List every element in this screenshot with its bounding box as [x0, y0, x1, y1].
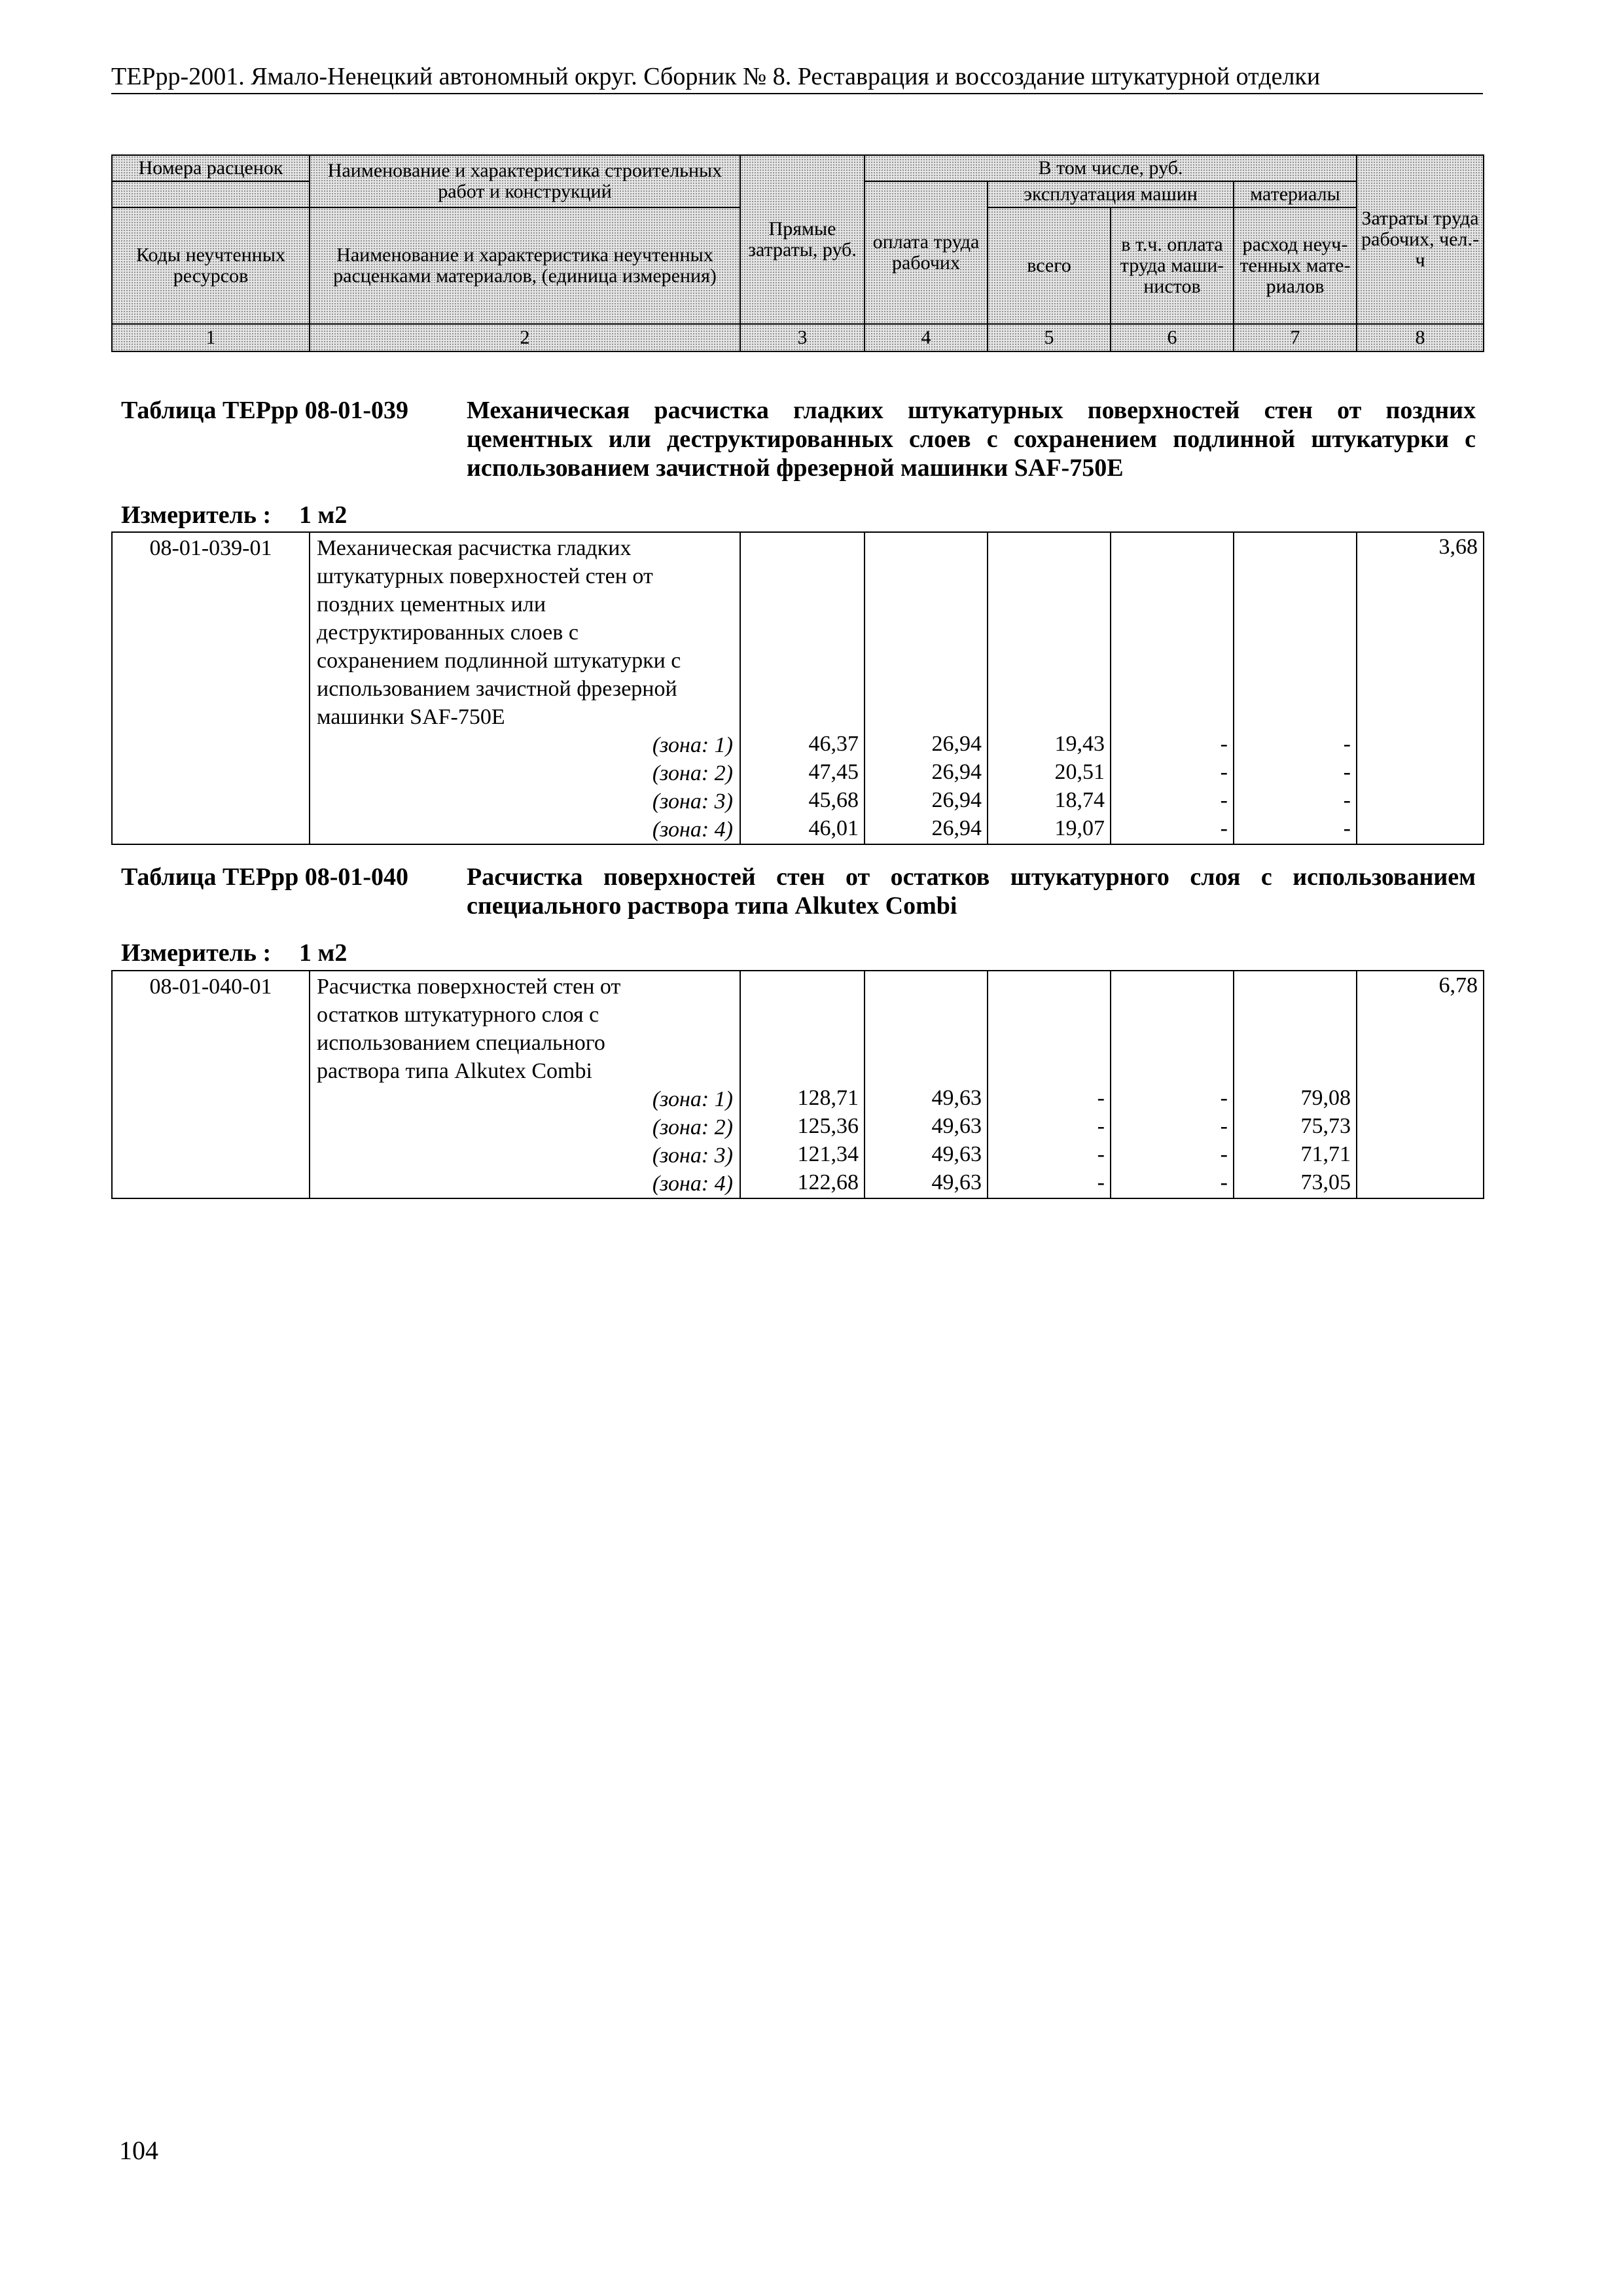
direct-costs-value: 128,71	[797, 1086, 859, 1110]
zone-label: (зона: 1)	[652, 1087, 733, 1111]
measure-value: 1 м2	[299, 939, 348, 967]
rate-table	[111, 970, 1484, 1199]
worker-pay-value: 26,94	[931, 788, 982, 812]
machinist-pay-value: -	[1220, 1170, 1228, 1194]
zone-label: (зона: 1)	[652, 733, 733, 757]
header-worker-pay: оплата труда рабочих	[865, 181, 988, 324]
header-total: всего	[988, 207, 1111, 324]
direct-costs-cell	[740, 971, 865, 1198]
header-col-number: 4	[865, 324, 988, 351]
zone-label: (зона: 4)	[652, 1172, 733, 1196]
machinist-pay-value: -	[1220, 1142, 1228, 1166]
worker-pay-value: 49,63	[931, 1142, 982, 1166]
header-labor-costs: Затраты труда рабочих, чел.-ч	[1357, 155, 1484, 324]
machine-total-value: -	[1097, 1086, 1105, 1110]
table-number: Таблица ТЕРрр 08-01-039	[121, 397, 409, 424]
machine-total-value: 20,51	[1054, 760, 1105, 784]
machinist-pay-cell	[1111, 971, 1234, 1198]
machine-total-value: -	[1097, 1114, 1105, 1138]
header-resource-codes: Коды неучтенных ресурсов	[112, 207, 310, 324]
worker-pay-value: 49,63	[931, 1086, 982, 1110]
measure-row	[121, 501, 348, 529]
header-materials: материалы	[1234, 181, 1357, 207]
materials-value: 73,05	[1300, 1170, 1351, 1194]
direct-costs-cell	[740, 532, 865, 844]
materials-value: 79,08	[1300, 1086, 1351, 1110]
materials-value: -	[1343, 732, 1351, 756]
labor-costs-cell	[1357, 532, 1484, 844]
machinist-pay-value: -	[1220, 788, 1228, 812]
header-works-name: Наименование и характеристика строительных работ и конструкций	[310, 155, 740, 207]
machinist-pay-value: -	[1220, 1114, 1228, 1138]
table-title: Расчистка поверхностей стен от остатков штукатурного слоя с использованием специального раствора типа Alkutex Combi	[467, 863, 1476, 920]
machine-total-value: 19,43	[1054, 732, 1105, 756]
rate-name	[310, 971, 740, 1198]
header-col-number: 1	[112, 324, 310, 351]
direct-costs-value: 46,37	[808, 732, 859, 756]
materials-value: 75,73	[1300, 1114, 1351, 1138]
header-materials-name: Наименование и характеристика неучтенных расценками материалов, (единица измерения)	[310, 207, 740, 324]
zone-label: (зона: 3)	[652, 1143, 733, 1168]
header-col-number: 5	[988, 324, 1111, 351]
header-col-number: 7	[1234, 324, 1357, 351]
worker-pay-cell	[865, 971, 988, 1198]
table-heading	[121, 863, 1476, 920]
machinist-pay-value: -	[1220, 732, 1228, 756]
measure-value: 1 м2	[299, 501, 348, 529]
zone-label: (зона: 4)	[652, 817, 733, 842]
measure-row	[121, 939, 348, 967]
zone-label: (зона: 2)	[652, 761, 733, 785]
materials-value: -	[1343, 816, 1351, 840]
machinist-pay-cell	[1111, 532, 1234, 844]
worker-pay-cell	[865, 532, 988, 844]
machine-total-value: -	[1097, 1170, 1105, 1194]
materials-value: -	[1343, 788, 1351, 812]
rate-code: 08-01-039-01	[112, 532, 310, 844]
page-number: 104	[119, 2136, 158, 2165]
rate-code: 08-01-040-01	[112, 971, 310, 1198]
worker-pay-value: 49,63	[931, 1114, 982, 1138]
worker-pay-value: 49,63	[931, 1170, 982, 1194]
labor-costs-value: 6,78	[1438, 973, 1478, 997]
labor-costs-cell	[1357, 971, 1484, 1198]
table-heading	[121, 396, 1476, 482]
header-unaccounted-materials: расход неуч-тенных мате-риалов	[1234, 207, 1357, 324]
column-header-table	[111, 154, 1484, 352]
header-rate-numbers: Номера расценок	[112, 155, 310, 181]
table-number: Таблица ТЕРрр 08-01-040	[121, 863, 409, 891]
rate-description: Расчистка поверхностей стен от остатков штукатурного слоя с использованием специального раствора типа Alkutex Combi	[317, 975, 621, 1083]
labor-costs-value: 3,68	[1438, 535, 1478, 559]
header-machine-operation: эксплуатация машин	[988, 181, 1234, 207]
materials-value: -	[1343, 760, 1351, 784]
header-spacer	[112, 181, 310, 207]
zone-label: (зона: 2)	[652, 1115, 733, 1139]
rate-description: Механическая расчистка гладких штукатурных поверхностей стен от поздних цементных или деструктированных слоев с сохранением подлинной штукатурки с использованием зачистной фрезерной машинки SAF-750E	[317, 536, 681, 729]
machine-total-cell	[988, 971, 1111, 1198]
worker-pay-value: 26,94	[931, 816, 982, 840]
rate-name	[310, 532, 740, 844]
header-col-number: 6	[1111, 324, 1234, 351]
materials-cell	[1234, 971, 1357, 1198]
direct-costs-value: 46,01	[808, 816, 859, 840]
materials-value: 71,71	[1300, 1142, 1351, 1166]
header-col-number: 8	[1357, 324, 1484, 351]
machinist-pay-value: -	[1220, 760, 1228, 784]
machine-total-cell	[988, 532, 1111, 844]
direct-costs-value: 47,45	[808, 760, 859, 784]
header-machinist-pay: в т.ч. оплата труда маши-нистов	[1111, 207, 1234, 324]
header-col-number: 2	[310, 324, 740, 351]
machine-total-value: 18,74	[1054, 788, 1105, 812]
direct-costs-value: 122,68	[797, 1170, 859, 1194]
materials-cell	[1234, 532, 1357, 844]
direct-costs-value: 45,68	[808, 788, 859, 812]
table-title: Механическая расчистка гладких штукатурных поверхностей стен от поздних цементных или деструктированных слоев с сохранением подлинной штукатурки с использованием зачистной фрезерной машинки SAF-750E	[467, 397, 1476, 482]
rate-table	[111, 531, 1484, 845]
machinist-pay-value: -	[1220, 1086, 1228, 1110]
measure-label: Измеритель :	[121, 501, 272, 529]
direct-costs-value: 121,34	[797, 1142, 859, 1166]
machinist-pay-value: -	[1220, 816, 1228, 840]
machine-total-value: -	[1097, 1142, 1105, 1166]
worker-pay-value: 26,94	[931, 732, 982, 756]
worker-pay-value: 26,94	[931, 760, 982, 784]
machine-total-value: 19,07	[1054, 816, 1105, 840]
measure-label: Измеритель :	[121, 939, 272, 967]
direct-costs-value: 125,36	[797, 1114, 859, 1138]
header-including: В том числе, руб.	[865, 155, 1357, 181]
running-header: ТЕРрр-2001. Ямало-Ненецкий автономный округ. Сборник № 8. Реставрация и воссоздание штукатурной отделки	[111, 60, 1483, 94]
header-col-number: 3	[740, 324, 865, 351]
header-direct-costs: Прямые затраты, руб.	[740, 155, 865, 324]
zone-label: (зона: 3)	[652, 789, 733, 814]
